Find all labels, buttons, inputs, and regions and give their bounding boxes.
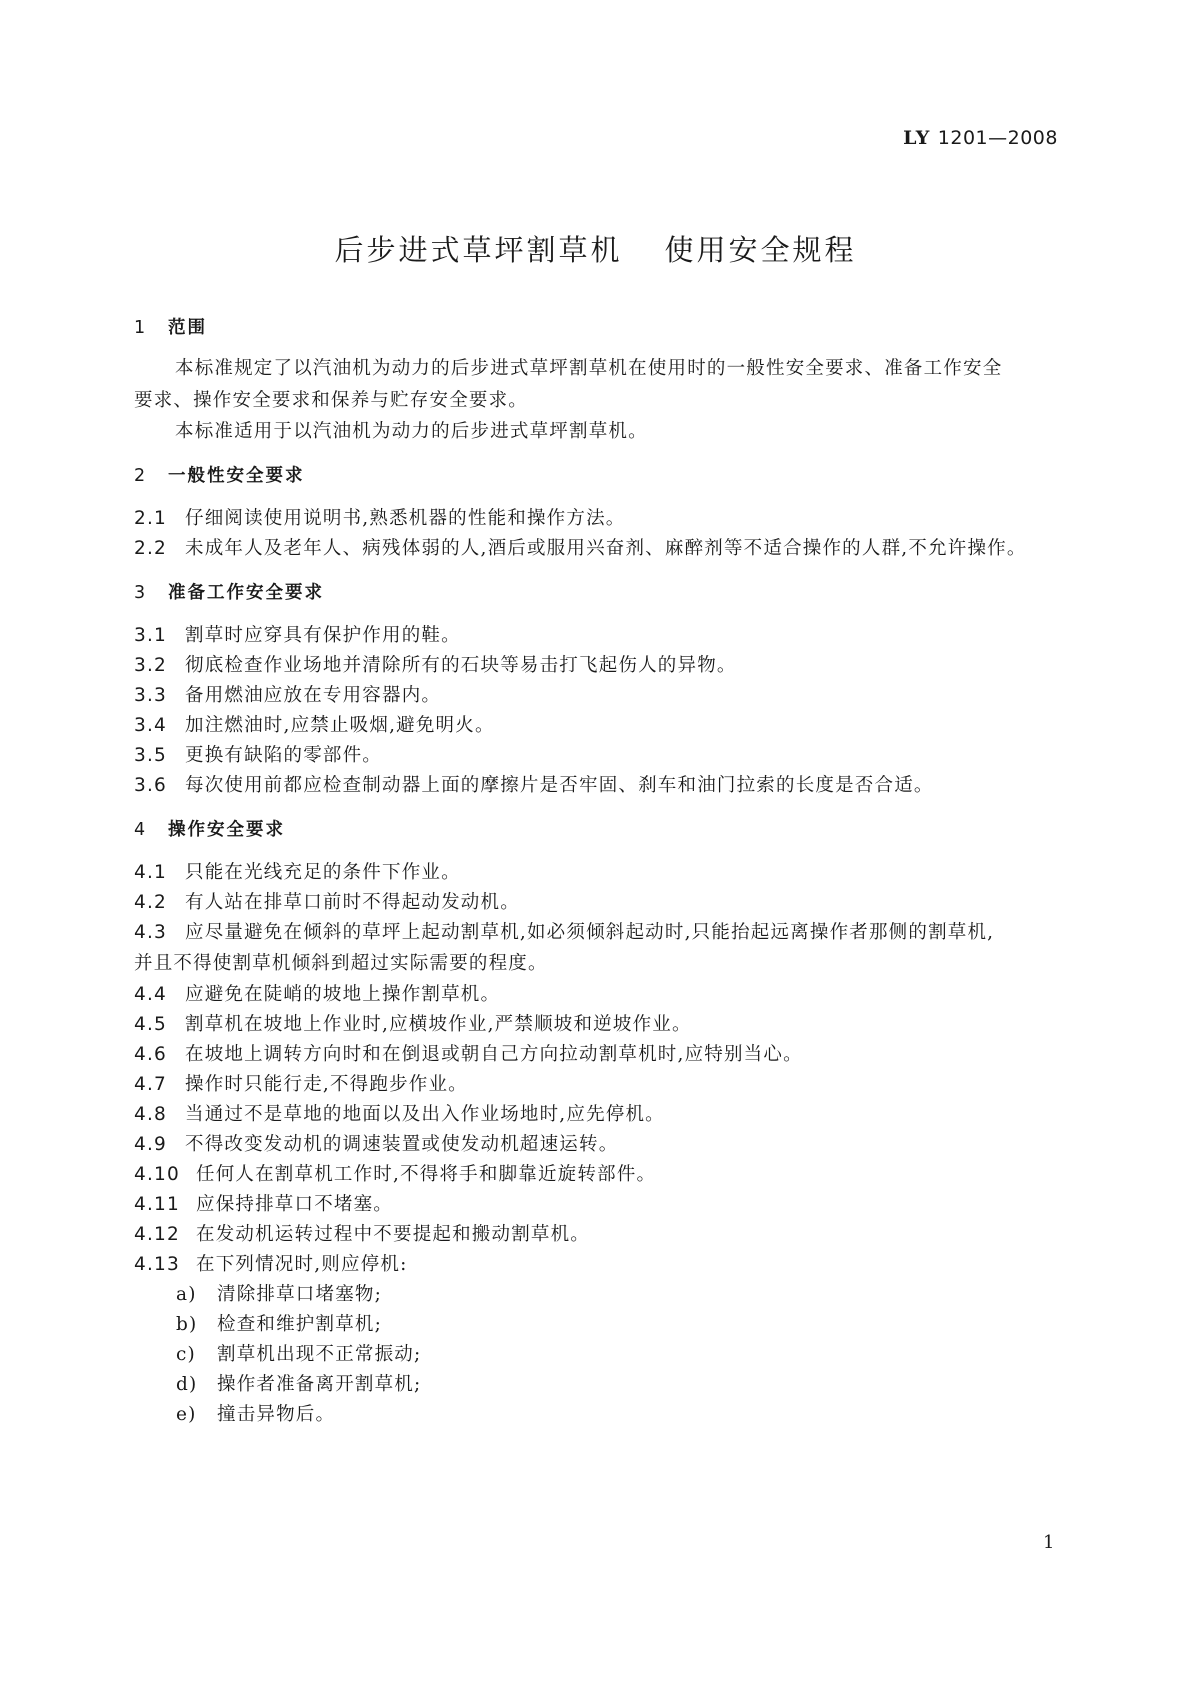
section-1-paragraph-1-line-1: 本标准规定了以汽油机为动力的后步进式草坪割草机在使用时的一般性安全要求、准备工作安全 — [175, 358, 1003, 379]
sub-item-c: c) 割草机出现不正常振动; — [176, 1344, 422, 1365]
section-1-heading: 1 范围 — [134, 318, 207, 338]
clause-4-11: 4.11 应保持排草口不堵塞。 — [134, 1194, 394, 1215]
clause-4-8: 4.8 当通过不是草地的地面以及出入作业场地时,应先停机。 — [134, 1104, 665, 1125]
standard-code: 1201—2008 — [937, 127, 1058, 149]
sub-item-e: e) 撞击异物后。 — [176, 1404, 336, 1425]
sub-item-b: b) 检查和维护割草机; — [176, 1314, 383, 1335]
standard-prefix: LY — [903, 127, 930, 149]
page-title — [0, 228, 1191, 269]
standard-number — [903, 127, 1058, 149]
clause-2-1: 2.1 仔细阅读使用说明书,熟悉机器的性能和操作方法。 — [134, 508, 626, 529]
page-number: 1 — [1043, 1532, 1055, 1553]
clause-3-2: 3.2 彻底检查作业场地并清除所有的石块等易击打飞起伤人的异物。 — [134, 655, 737, 676]
section-1-paragraph-1-line-2: 要求、操作安全要求和保养与贮存安全要求。 — [134, 390, 529, 411]
clause-4-1: 4.1 只能在光线充足的条件下作业。 — [134, 862, 461, 883]
clause-2-2: 2.2 未成年人及老年人、病残体弱的人,酒后或服用兴奋剂、麻醉剂等不适合操作的人群,不允许操作。 — [134, 538, 1027, 559]
clause-3-5: 3.5 更换有缺陷的零部件。 — [134, 745, 383, 766]
clause-4-4: 4.4 应避免在陡峭的坡地上操作割草机。 — [134, 984, 501, 1005]
clause-3-4: 3.4 加注燃油时,应禁止吸烟,避免明火。 — [134, 715, 495, 736]
clause-3-6: 3.6 每次使用前都应检查制动器上面的摩擦片是否牢固、刹车和油门拉索的长度是否合适。 — [134, 775, 934, 796]
sub-item-d: d) 操作者准备离开割草机; — [176, 1374, 422, 1395]
title-part-1: 后步进式草坪割草机 — [334, 233, 623, 267]
section-1-paragraph-2: 本标准适用于以汽油机为动力的后步进式草坪割草机。 — [175, 421, 648, 442]
clause-4-3-continuation: 并且不得使割草机倾斜到超过实际需要的程度。 — [134, 953, 548, 974]
title-part-2: 使用安全规程 — [664, 233, 857, 267]
clause-3-1: 3.1 割草时应穿具有保护作用的鞋。 — [134, 625, 461, 646]
clause-4-9: 4.9 不得改变发动机的调速装置或使发动机超速运转。 — [134, 1134, 619, 1155]
clause-4-7: 4.7 操作时只能行走,不得跑步作业。 — [134, 1074, 468, 1095]
clause-3-3: 3.3 备用燃油应放在专用容器内。 — [134, 685, 442, 706]
section-3-heading: 3 准备工作安全要求 — [134, 583, 324, 603]
clause-4-13: 4.13 在下列情况时,则应停机: — [134, 1254, 408, 1275]
clause-4-12: 4.12 在发动机运转过程中不要提起和搬动割草机。 — [134, 1224, 591, 1245]
clause-4-6: 4.6 在坡地上调转方向时和在倒退或朝自己方向拉动割草机时,应特别当心。 — [134, 1044, 803, 1065]
clause-4-2: 4.2 有人站在排草口前时不得起动发动机。 — [134, 892, 520, 913]
clause-4-5: 4.5 割草机在坡地上作业时,应横坡作业,严禁顺坡和逆坡作业。 — [134, 1014, 692, 1035]
section-2-heading: 2 一般性安全要求 — [134, 466, 305, 486]
clause-4-10: 4.10 任何人在割草机工作时,不得将手和脚靠近旋转部件。 — [134, 1164, 657, 1185]
sub-item-a: a) 清除排草口堵塞物; — [176, 1284, 383, 1305]
clause-4-3: 4.3 应尽量避免在倾斜的草坪上起动割草机,如必须倾斜起动时,只能抬起远离操作者那侧的割草机, — [134, 922, 995, 943]
section-4-heading: 4 操作安全要求 — [134, 820, 285, 840]
